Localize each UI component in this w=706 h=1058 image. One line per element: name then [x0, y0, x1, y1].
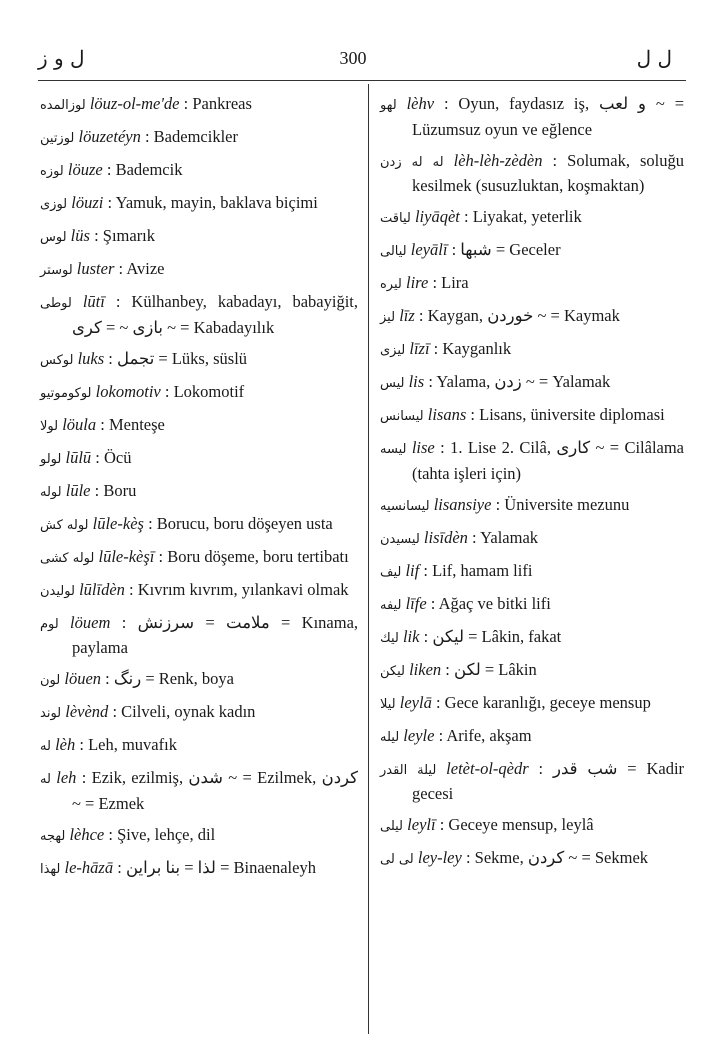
entry-definition: : Leh, muvafık — [79, 735, 177, 754]
entry-arabic-script: لوزتين — [40, 131, 75, 146]
header-left-letters: ل و ز — [38, 46, 85, 70]
entry-headword: liyāqèt — [414, 207, 460, 226]
dictionary-entry — [40, 578, 358, 604]
entry-arabic-script: لوس — [40, 230, 67, 245]
dictionary-entry — [40, 257, 358, 283]
column-divider — [368, 84, 369, 1034]
entry-definition: : Geceye mensup, leylâ — [439, 815, 594, 834]
dictionary-entry — [40, 512, 358, 538]
entry-headword: lisansiye — [433, 494, 492, 514]
entry-headword: luks — [77, 348, 105, 368]
entry-definition: : رنگ = Renk, boya — [105, 669, 234, 688]
dictionary-entry — [380, 724, 684, 750]
entry-definition: : Liyakat, yeterlik — [463, 207, 582, 226]
entry-definition: : Gece karanlığı, geceye mensup — [435, 692, 651, 712]
entry-headword: löuzetéyn — [78, 127, 141, 146]
dictionary-entry — [40, 446, 358, 472]
entry-arabic-script: ليزى — [380, 343, 406, 358]
entry-definition: : Üniversite mezunu — [495, 494, 630, 514]
entry-definition: : Yalama, زدن ~ = Yalamak — [428, 372, 611, 391]
dictionary-entry — [380, 92, 684, 141]
entry-definition: : Külhanbey, kabadayı, babayiğit, بازى ~ = كرى ~ = Kabadayılık — [72, 292, 359, 337]
entry-arabic-script: لوستر — [40, 263, 73, 278]
entry-arabic-script: لوزى — [40, 197, 68, 212]
dictionary-entry — [380, 436, 684, 485]
entry-arabic-script: له — [40, 772, 51, 787]
header-rule — [38, 80, 686, 81]
dictionary-entry — [40, 380, 358, 406]
dictionary-entry — [40, 290, 358, 339]
entry-headword: lokomotiv — [95, 381, 161, 401]
dictionary-entry — [40, 413, 358, 439]
dictionary-entry — [40, 191, 358, 217]
entry-definition: : Yamuk, mayin, baklava biçimi — [107, 193, 318, 212]
entry-headword: lūlīdèn — [79, 579, 125, 599]
entry-definition: : Lisans, üniversite diplomasi — [470, 405, 665, 424]
dictionary-entry — [380, 271, 684, 297]
entry-headword: luster — [76, 259, 115, 278]
entry-arabic-script: لوله كشى — [40, 550, 95, 566]
entry-arabic-script: ليكن — [380, 663, 405, 679]
entry-arabic-script: ليسه — [380, 442, 407, 457]
entry-definition: : Borucu, boru döşeyen usta — [148, 513, 333, 533]
entry-definition: : ليكن = Lâkin, fakat — [423, 626, 562, 646]
entry-headword: leyālī — [410, 240, 448, 259]
dictionary-entry — [380, 205, 684, 231]
dictionary-entry — [380, 691, 684, 717]
entry-headword: ley-ley — [417, 848, 462, 867]
entry-headword: lif — [405, 560, 420, 580]
right-column — [380, 92, 684, 879]
entry-headword: lūle-kèş — [92, 513, 144, 533]
dictionary-entry — [380, 493, 684, 519]
entry-arabic-script: ليس — [380, 376, 405, 391]
entry-arabic-script: لوطى — [40, 296, 72, 311]
entry-headword: lire — [406, 273, 429, 292]
entry-arabic-script: ليك — [380, 630, 399, 646]
entry-arabic-script: ليره — [380, 277, 402, 292]
entry-definition: : Pankreas — [183, 94, 252, 113]
entry-definition: : تجمل = Lüks, süslü — [108, 348, 248, 368]
entry-headword: löuen — [64, 669, 102, 688]
entry-definition: : لذا = بنا براين = Binaenaleyh — [117, 857, 316, 877]
entry-headword: lisīdèn — [423, 527, 468, 547]
dictionary-entry — [40, 92, 358, 118]
dictionary-entry — [380, 846, 684, 872]
entry-headword: lèh-lèh-zèdèn — [453, 150, 543, 170]
entry-arabic-script: ليسانس — [380, 409, 424, 424]
dictionary-entry — [40, 479, 358, 505]
dictionary-entry — [380, 813, 684, 839]
dictionary-entry — [40, 733, 358, 759]
entry-arabic-script: لوله — [40, 484, 62, 500]
entry-arabic-script: لهو — [380, 98, 397, 113]
entry-definition: : Avize — [118, 259, 165, 278]
header-right-letters: ل ل — [636, 46, 672, 70]
entry-definition: : Menteşe — [100, 414, 165, 434]
entry-headword: leyle — [403, 725, 435, 745]
dictionary-entry — [380, 625, 684, 651]
entry-arabic-script: لوزه — [40, 164, 64, 179]
entry-definition: : ملامت = سرزنش = Kınama, paylama — [72, 612, 359, 657]
entry-headword: leylī — [407, 815, 436, 834]
entry-headword: leh — [56, 768, 77, 787]
entry-headword: löuzi — [71, 193, 104, 212]
entry-definition: : Lokomotif — [164, 381, 245, 401]
left-column — [40, 92, 358, 889]
entry-headword: līz — [399, 306, 415, 325]
dictionary-entry — [40, 545, 358, 571]
entry-definition: : 1. Lise 2. Cilâ, كارى ~ = Cilâlama (tahta işleri için) — [412, 438, 685, 483]
entry-arabic-script: لوند — [40, 706, 62, 721]
dictionary-entry — [40, 766, 358, 815]
dictionary-entry — [380, 757, 684, 806]
entry-headword: lūle-kèşī — [98, 546, 155, 566]
entry-definition: : Yalamak — [472, 527, 539, 547]
entry-definition: : Solumak, soluğu kesilmek (susuzluktan, koşmaktan) — [412, 150, 685, 195]
dictionary-entry — [40, 347, 358, 373]
dictionary-entry — [380, 304, 684, 330]
entry-arabic-script: ليلا — [380, 696, 396, 712]
dictionary-entry — [380, 559, 684, 585]
dictionary-entry — [380, 370, 684, 396]
entry-headword: lūlū — [65, 447, 92, 467]
entry-headword: löuz-ol-me'de — [89, 94, 180, 113]
entry-definition: : Boru — [94, 480, 137, 500]
entry-headword: leylā — [399, 692, 432, 712]
entry-headword: lis — [408, 372, 425, 391]
entry-definition: : شبها = Geceler — [451, 240, 561, 259]
entry-headword: līzī — [409, 339, 430, 358]
entry-arabic-script: لوزالمده — [40, 98, 86, 113]
page-number: 300 — [339, 48, 367, 68]
entry-headword: lik — [402, 626, 420, 646]
entry-arabic-script: لولو — [40, 451, 62, 467]
entry-definition: : Kıvrım kıvrım, yılankavi olmak — [129, 579, 349, 599]
entry-definition: : Oyun, faydasız iş, و لعب ~ = Lüzumsuz oyun ve eğlence — [412, 94, 684, 139]
dictionary-entry — [40, 125, 358, 151]
entry-headword: letèt-ol-qèdr — [446, 758, 529, 778]
entry-arabic-script: ليالى — [380, 244, 407, 259]
dictionary-entry — [40, 667, 358, 693]
page-header — [0, 0, 706, 80]
entry-headword: lise — [411, 438, 435, 457]
entry-headword: löuze — [67, 160, 103, 179]
entry-arabic-script: ليله — [380, 729, 400, 745]
entry-arabic-script: لون — [40, 673, 61, 688]
dictionary-entry — [380, 337, 684, 363]
entry-definition: : لكن = Lâkin — [445, 659, 537, 679]
entry-definition: : Şive, lehçe, dil — [108, 824, 216, 844]
entry-arabic-script: ليسانسيه — [380, 498, 430, 514]
entry-arabic-script: ليسيدن — [380, 531, 420, 547]
entry-headword: lèh — [55, 735, 76, 754]
entry-headword: lisans — [427, 405, 467, 424]
dictionary-entry — [40, 224, 358, 250]
entry-definition: : Arife, akşam — [438, 725, 532, 745]
entry-arabic-script: له له زدن — [380, 154, 444, 170]
entry-arabic-script: لولا — [40, 418, 59, 434]
dictionary-entry — [40, 611, 358, 660]
entry-headword: löuem — [70, 612, 111, 632]
entry-headword: lèvènd — [65, 702, 109, 721]
entry-arabic-script: لهجه — [40, 828, 66, 844]
entry-definition: : Lif, hamam lifi — [423, 560, 533, 580]
dictionary-entry — [40, 700, 358, 726]
entry-arabic-script: لى لى — [380, 852, 414, 867]
entry-arabic-script: ليلة القدر — [380, 762, 437, 778]
entry-headword: līfe — [405, 593, 427, 613]
dictionary-entry — [380, 592, 684, 618]
entry-arabic-script: لهذا — [40, 861, 61, 877]
dictionary-entry — [380, 403, 684, 429]
entry-arabic-script: لوله كش — [40, 517, 89, 533]
entry-arabic-script: ليز — [380, 310, 396, 325]
entry-arabic-script: له — [40, 739, 51, 754]
entry-arabic-script: ليلى — [380, 819, 404, 834]
entry-headword: liken — [409, 659, 442, 679]
entry-headword: lūle — [65, 480, 91, 500]
dictionary-entry — [40, 856, 358, 882]
entry-arabic-script: لوكس — [40, 352, 74, 368]
entry-definition: : Bademcikler — [144, 127, 238, 146]
entry-arabic-script: لوم — [40, 616, 59, 632]
entry-headword: lüs — [70, 226, 90, 245]
entry-headword: löula — [62, 414, 97, 434]
entry-arabic-script: لوليدن — [40, 583, 75, 599]
dictionary-entry — [40, 158, 358, 184]
entry-arabic-script: ليفه — [380, 597, 402, 613]
entry-headword: lèhv — [406, 94, 435, 113]
entry-headword: lūtī — [82, 292, 105, 311]
entry-definition: : Kaygan, خوردن ~ = Kaymak — [418, 306, 620, 325]
dictionary-entry — [380, 238, 684, 264]
dictionary-entry — [40, 823, 358, 849]
entry-definition: : Boru döşeme, boru tertibatı — [158, 546, 349, 566]
entry-headword: lèhce — [69, 824, 105, 844]
entry-definition: : Ezik, ezilmiş, شدن ~ = Ezilmek, كردن ~ = Ezmek — [72, 768, 359, 813]
entry-definition: : Öcü — [95, 447, 132, 467]
entry-definition: : Şımarık — [94, 226, 156, 245]
entry-arabic-script: لياقت — [380, 211, 411, 226]
dictionary-entry — [380, 658, 684, 684]
entry-headword: le-hāzā — [64, 857, 114, 877]
entry-definition: : Bademcik — [106, 160, 183, 179]
dictionary-entry — [380, 526, 684, 552]
entry-arabic-script: لوكوموتيو — [40, 385, 92, 401]
entry-definition: : Kayganlık — [433, 339, 512, 358]
entry-definition: : شب قدر = Kadir gecesi — [412, 758, 685, 803]
entry-definition: : Sekme, كردن ~ = Sekmek — [465, 848, 649, 867]
entry-definition: : Lira — [432, 273, 469, 292]
dictionary-entry — [380, 149, 684, 198]
entry-definition: : Ağaç ve bitki lifi — [430, 593, 551, 613]
entry-definition: : Cilveli, oynak kadın — [112, 702, 256, 721]
entry-arabic-script: ليف — [380, 564, 402, 580]
